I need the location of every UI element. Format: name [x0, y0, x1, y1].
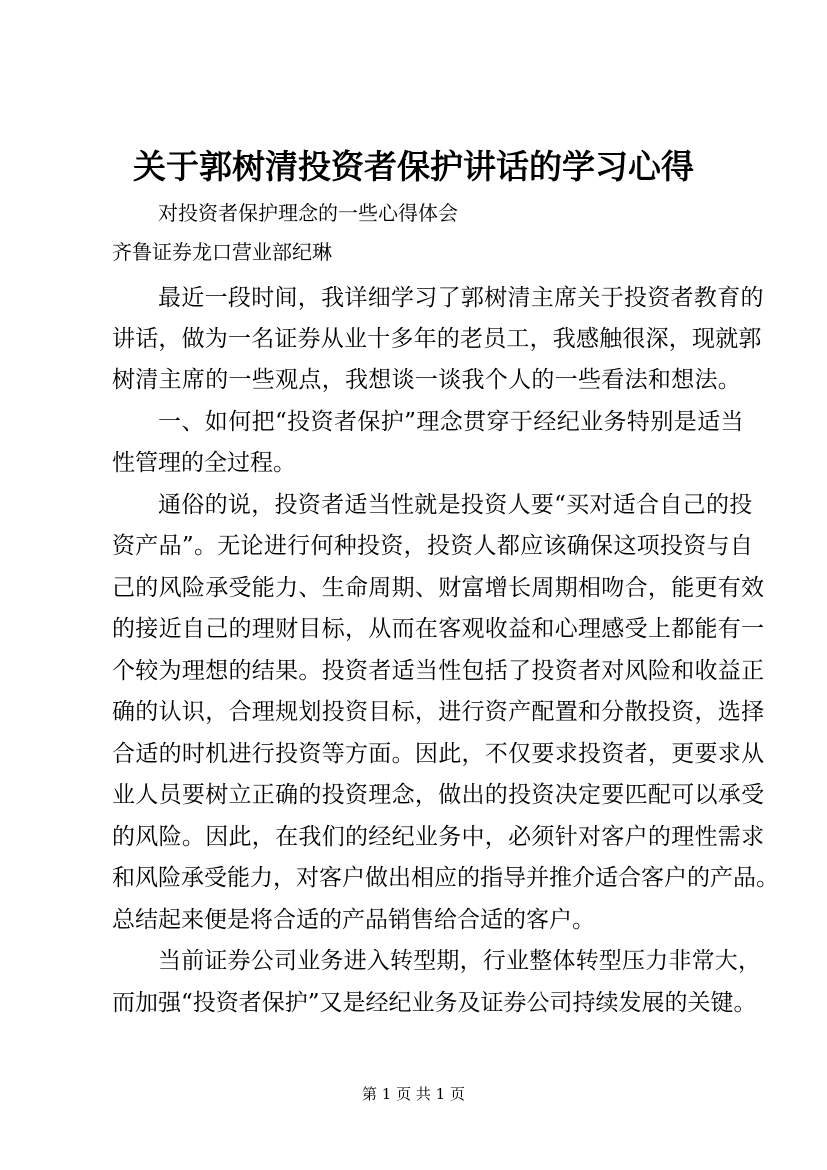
- paragraph-line: 一、如何把“投资者保护”理念贯穿于经纪业务特别是适当: [158, 409, 744, 435]
- paragraph-line: 当前证券公司业务进入转型期，行业整体转型压力非常大，: [158, 948, 762, 974]
- paragraph-line: 确的认识，合理规划投资目标，进行资产配置和分散投资，选择: [112, 699, 765, 725]
- paragraph-line: 讲话，做为一名证券从业十多年的老员工，我感触很深，现就郭: [112, 326, 762, 352]
- page-footer: 第 1 页 共 1 页: [362, 1085, 465, 1103]
- paragraph-line: 和风险承受能力，对客户做出相应的指导并推介适合客户的产品。: [112, 865, 779, 891]
- paragraph-line: 最近一段时间，我详细学习了郭树清主席关于投资者教育的: [158, 285, 764, 311]
- subtitle-line: 对投资者保护理念的一些心得体会: [158, 201, 458, 225]
- paragraph-line: 己的风险承受能力、生命周期、财富增长周期相吻合，能更有效: [112, 575, 765, 601]
- paragraph-line: 业人员要树立正确的投资理念，做出的投资决定要匹配可以承受: [112, 782, 765, 808]
- paragraph-line: 树清主席的一些观点，我想谈一谈我个人的一些看法和想法。: [112, 367, 742, 393]
- paragraph-line: 合适的时机进行投资等方面。因此，不仅要求投资者，更要求从: [112, 741, 765, 767]
- paragraph-line: 而加强“投资者保护”又是经纪业务及证券公司持续发展的关键。: [112, 990, 757, 1016]
- paragraph-line: 通俗的说，投资者适当性就是投资人要“买对适合自己的投: [158, 492, 753, 518]
- paragraph-line: 总结起来便是将合适的产品销售给合适的客户。: [112, 907, 595, 933]
- document-title: 关于郭树清投资者保护讲话的学习心得: [133, 147, 694, 186]
- paragraph-line: 的风险。因此，在我们的经纪业务中，必须针对客户的理性需求: [112, 824, 765, 850]
- paragraph-line: 资产品”。无论进行何种投资，投资人都应该确保这项投资与自: [112, 533, 754, 559]
- paragraph-line: 性管理的全过程。: [112, 450, 296, 476]
- paragraph-line: 个较为理想的结果。投资者适当性包括了投资者对风险和收益正: [112, 658, 765, 684]
- author-line: 齐鲁证券龙口营业部纪琳: [112, 240, 332, 264]
- paragraph-line: 的接近自己的理财目标，从而在客观收益和心理感受上都能有一: [112, 616, 765, 642]
